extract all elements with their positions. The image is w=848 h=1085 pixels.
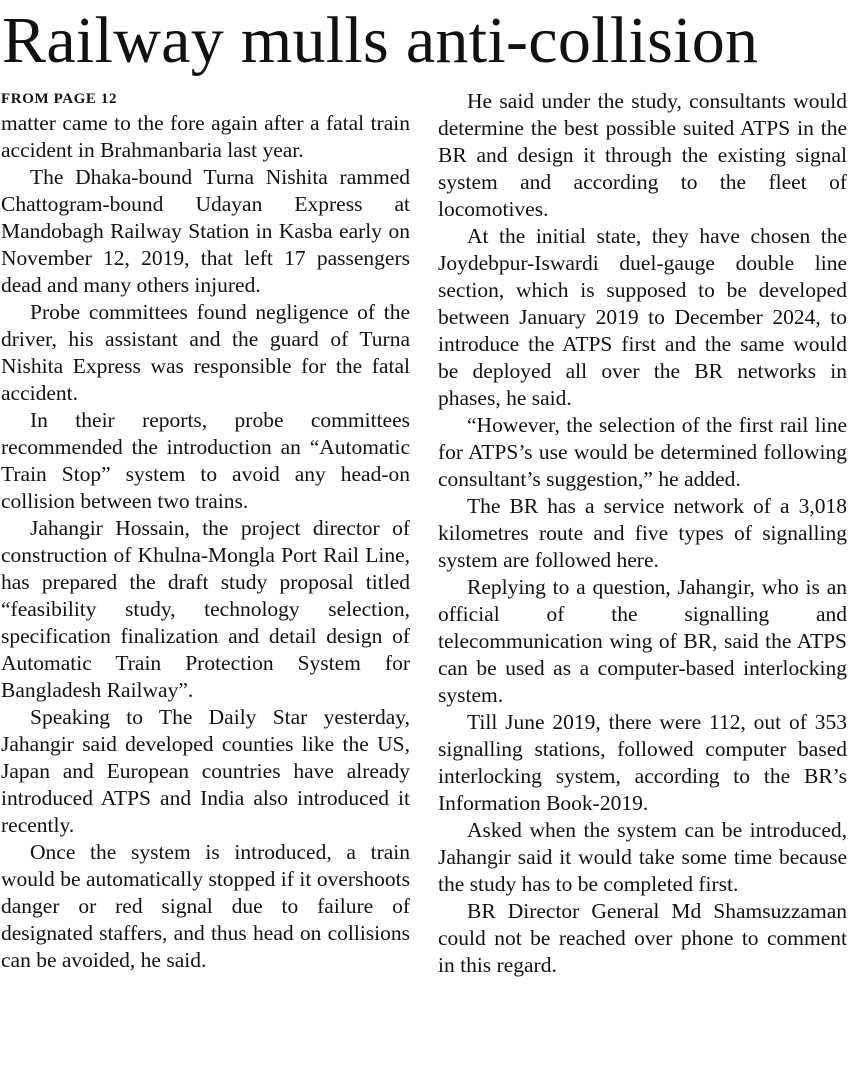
headline: Railway mulls anti-collision (2, 4, 759, 77)
paragraph: The BR has a service network of a 3,018 kilometres route and five types of signalling system are followed here. (438, 494, 847, 572)
paragraph: Speaking to The Daily Star yesterday, Jahangir said developed counties like the US, Japan and European countries have already introduced ATPS and India also introduced it recently. (1, 705, 410, 837)
paragraph: matter came to the fore again after a fatal train accident in Brahmanbaria last year. (1, 111, 410, 162)
article-column-left (1, 88, 410, 974)
paragraph: Replying to a question, Jahangir, who is an official of the signalling and telecommunication wing of BR, said the ATPS can be used as a computer-based interlocking system. (438, 575, 847, 707)
paragraph: Probe committees found negligence of the driver, his assistant and the guard of Turna Nishita Express was responsible for the fatal accident. (1, 300, 410, 405)
paragraph: Asked when the system can be introduced, Jahangir said it would take some time because the study has to be completed first. (438, 818, 847, 896)
jump-label: FROM PAGE 12 (1, 91, 118, 107)
paragraph: In their reports, probe committees recommended the introduction an “Automatic Train Stop” system to avoid any head-on collision between two trains. (1, 408, 410, 513)
paragraph: Jahangir Hossain, the project director of construction of Khulna-Mongla Port Rail Line, has prepared the draft study proposal titled “feasibility study, technology selection, specification finalization and detail design of Automatic Train Protection System for Bangladesh Railway”. (1, 516, 410, 702)
paragraph: Once the system is introduced, a train would be automatically stopped if it overshoots danger or red signal due to failure of designated staffers, and thus head on collisions can be avoided, he said. (1, 840, 410, 972)
paragraph: At the initial state, they have chosen the Joydebpur-Iswardi duel-gauge double line section, which is supposed to be developed between January 2019 to December 2024, to introduce the ATPS first and the same would be deployed all over the BR networks in phases, he said. (438, 224, 847, 410)
paragraph: Till June 2019, there were 112, out of 353 signalling stations, followed computer based interlocking system, according to the BR’s Information Book-2019. (438, 710, 847, 815)
paragraph: He said under the study, consultants would determine the best possible suited ATPS in the BR and design it through the existing signal system and according to the fleet of locomotives. (438, 89, 847, 221)
paragraph: BR Director General Md Shamsuzzaman could not be reached over phone to comment in this regard. (438, 899, 847, 977)
paragraph: The Dhaka-bound Turna Nishita rammed Chattogram-bound Udayan Express at Mandobagh Railway Station in Kasba early on November 12, 2019, that left 17 passengers dead and many others injured. (1, 165, 410, 297)
article-column-right (438, 88, 847, 979)
paragraph: “However, the selection of the first rail line for ATPS’s use would be determined following consultant’s suggestion,” he added. (438, 413, 847, 491)
